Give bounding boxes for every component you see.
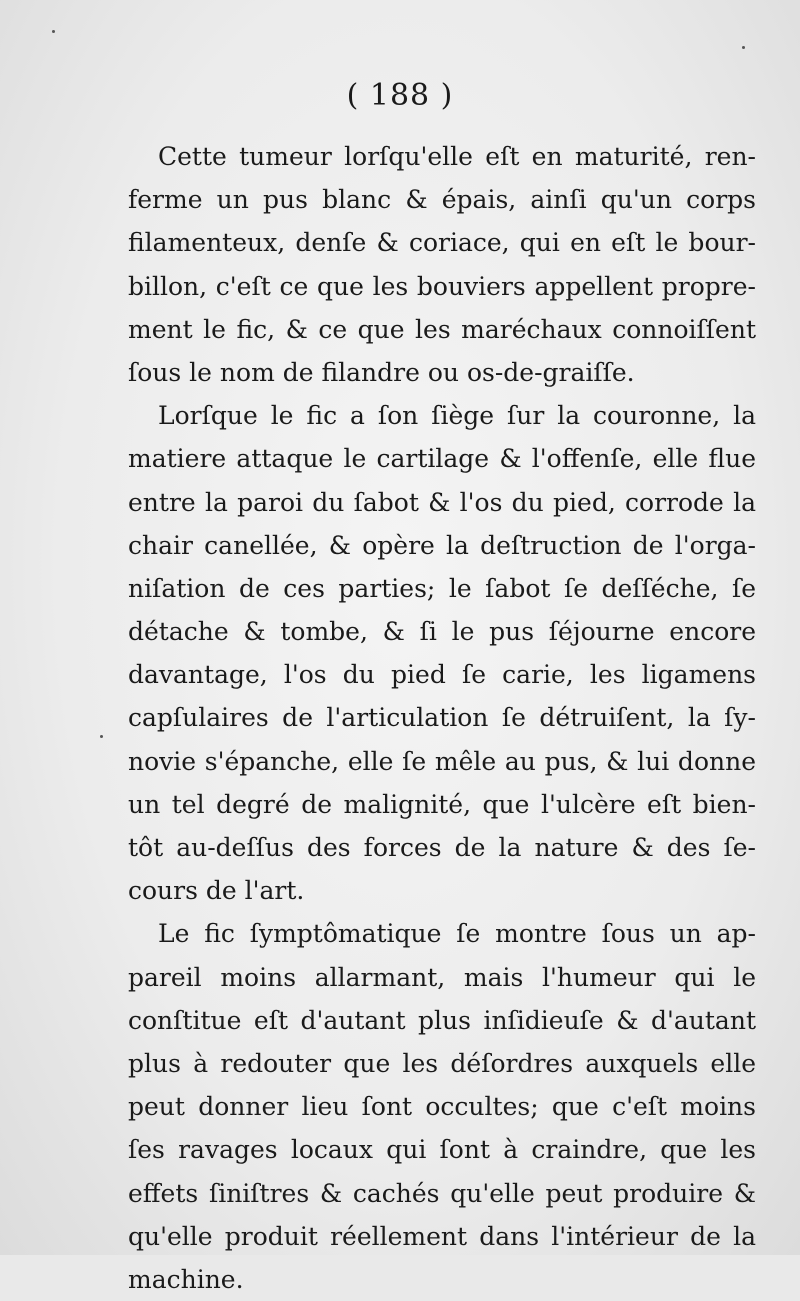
text-line: Le fic ſymptômatique ſe montre ſous un ap- <box>158 919 756 949</box>
text-line: ment le fic, & ce que les maréchaux connoiſſent <box>128 314 756 344</box>
text-line: niſation de ces parties; le ſabot ſe deſſéche, ſe <box>128 573 756 603</box>
paper-speck <box>100 735 103 738</box>
text-line: filamenteux, denſe & coriace, qui en eſt le bour- <box>128 228 756 258</box>
text-line: tôt au-deſſus des forces de la nature & des ſe- <box>128 833 756 862</box>
paper-speck <box>742 46 745 49</box>
paragraph-2 <box>128 394 756 912</box>
paragraph-3 <box>128 912 756 1301</box>
text-line: effets ſiniſtres & cachés qu'elle peut produire & <box>128 1178 756 1208</box>
text-line: ſous le nom de filandre ou os-de-graiſſe. <box>128 357 635 387</box>
text-line: ſes ravages locaux qui ſont à craindre, que les <box>128 1135 756 1165</box>
text-line: billon, c'eſt ce que les bouviers appellent propre- <box>128 271 756 301</box>
paper-speck <box>52 30 55 33</box>
text-line: machine. <box>128 1264 244 1294</box>
text-line: détache & tombe, & ſi le pus ſéjourne encore <box>128 617 756 647</box>
text-line: novie s'épanche, elle ſe mêle au pus, & lui donne <box>128 746 756 776</box>
text-line: ferme un pus blanc & épais, ainſi qu'un corps <box>128 185 756 215</box>
text-line: matiere attaque le cartilage & l'offenſe, elle flue <box>128 444 756 474</box>
text-line: chair canellée, & opère la deſtruction de l'orga- <box>128 530 756 560</box>
text-line: qu'elle produit réellement dans l'intérieur de la <box>128 1221 756 1251</box>
text-line: plus à redouter que les déſordres auxquels elle <box>128 1048 756 1078</box>
text-line: Lorſque le fic a ſon ſiège ſur la couronne, la <box>158 401 756 431</box>
text-line: cours de l'art. <box>128 876 305 906</box>
text-line: Cette tumeur lorſqu'elle eſt en maturité, ren- <box>158 142 756 171</box>
text-line: conſtitue eſt d'autant plus inſidieuſe & d'autant <box>128 1005 756 1035</box>
text-line: peut donner lieu ſont occultes; que c'eſt moins <box>128 1092 756 1122</box>
body-text <box>128 135 756 1301</box>
paragraph-1 <box>128 135 756 394</box>
text-line: pareil moins allarmant, mais l'humeur qui le <box>128 962 756 992</box>
text-line: un tel degré de malignité, que l'ulcère eſt bien- <box>128 789 756 819</box>
text-line: davantage, l'os du pied ſe carie, les ligamens <box>128 660 756 690</box>
page-number: ( 188 ) <box>346 78 454 113</box>
text-line: entre la paroi du ſabot & l'os du pied, corrode la <box>128 487 756 517</box>
text-line: capſulaires de l'articulation ſe détruiſent, la ſy- <box>128 703 756 733</box>
